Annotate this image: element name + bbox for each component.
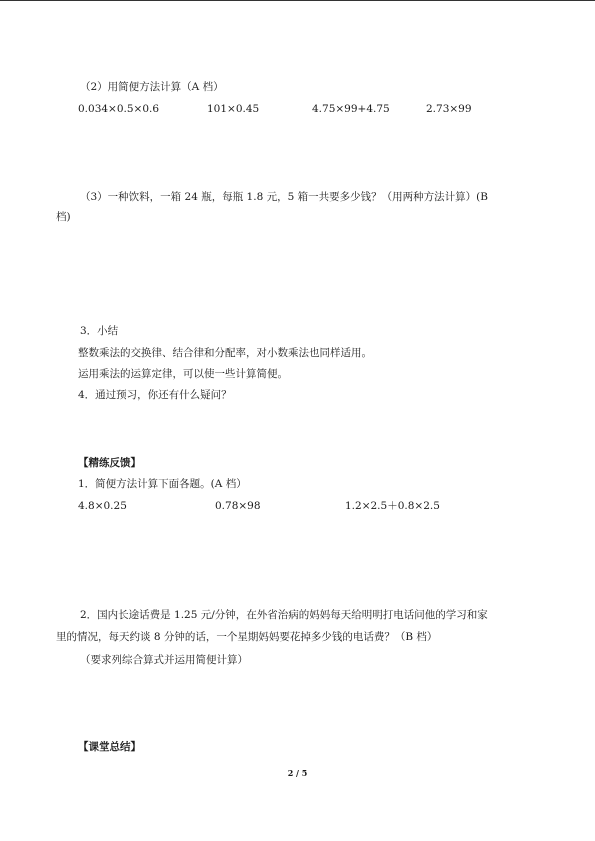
practice-q1-heading: 1．简便方法计算下面各题。(A 档）	[78, 478, 247, 490]
practice-q2-line-3: （要求列综合算式并运用简便计算）	[80, 654, 248, 666]
preview-question: 4．通过预习，你还有什么疑问？	[78, 389, 232, 401]
section-2-heading: （2）用简便方法计算（A 档）	[80, 81, 224, 93]
practice-problem-2: 0.78×98	[215, 500, 261, 512]
section-3-line-2: 档)	[56, 211, 71, 223]
practice-q2-line-2: 里的情况，每天约谈 8 分钟的话，一个星期妈妈要花掉多少钱的电话费？（B 档）	[56, 631, 438, 643]
section-3-line-1: （3）一种饮料，一箱 24 瓶，每瓶 1.8 元，5 箱一共要多少钱？（用两种方法计算）(B	[80, 191, 488, 203]
summary-line-1: 整数乘法的交换律、结合律和分配率，对小数乘法也同样适用。	[78, 347, 372, 359]
problem-1: 0.034×0.5×0.6	[78, 103, 160, 115]
practice-problem-1: 4.8×0.25	[78, 500, 127, 512]
practice-q2-line-1: 2．国内长途话费是 1.25 元/分钟，在外省治病的妈妈每天给明明打电话问他的学习和家	[80, 609, 488, 621]
problem-2: 101×0.45	[207, 103, 260, 115]
practice-problem-3: 1.2×2.5＋0.8×2.5	[345, 500, 440, 512]
summary-title: 3．小结	[80, 325, 119, 337]
top-rule	[0, 0, 595, 1]
problem-4: 2.73×99	[426, 103, 472, 115]
problem-3: 4.75×99+4.75	[312, 103, 390, 115]
page-number: 2 / 5	[287, 768, 308, 778]
summary-line-2: 运用乘法的运算定律，可以使一些计算简便。	[78, 368, 288, 380]
classroom-summary-header: 【课堂总结】	[78, 741, 141, 753]
practice-header: 【精练反馈】	[78, 457, 141, 469]
